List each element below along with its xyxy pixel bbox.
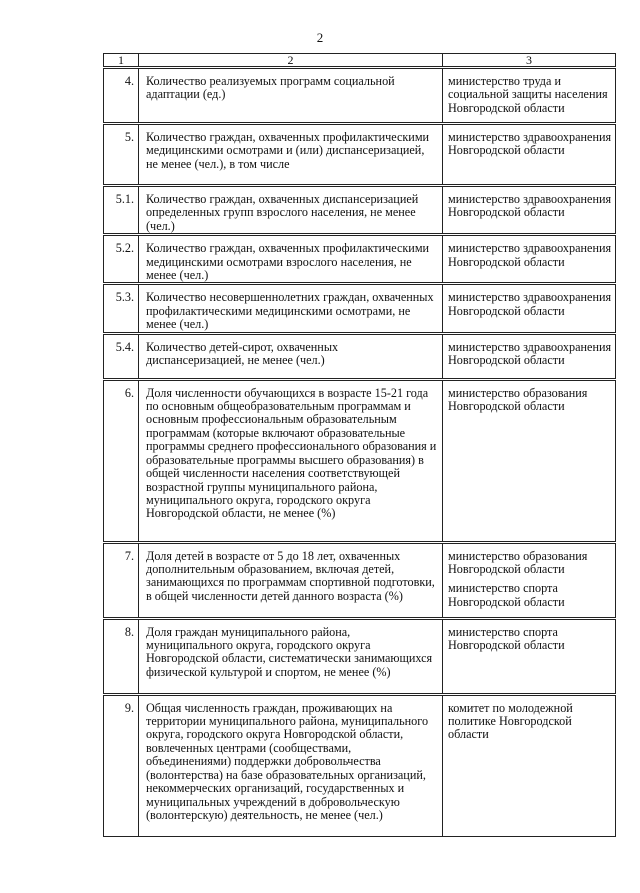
row-responsible	[443, 542, 616, 618]
responsible-body: комитет по молодежной политике Новгородской области	[448, 700, 573, 742]
row-responsible	[443, 186, 616, 235]
row-indicator: Доля граждан муниципального района, муниципального округа, городского округа Новгородской области, систематически занимающихся физической культурой и спортом, не менее (%)	[139, 618, 443, 694]
responsible-body: министерство образования Новгородской области	[448, 548, 588, 577]
row-indicator: Общая численность граждан, проживающих на территории муниципального района, муниципального округа, городского округа Новгородской области, вовлеченных центрами (сообществами, объединениями) поддержки добровольчества (волонтерства) на базе образовательных организаций, некоммерческих организаций, государственных и муниципальных учреждений в добровольческую (волонтерскую) деятельность, не менее (чел.)	[139, 694, 443, 836]
row-responsible	[443, 379, 616, 542]
row-responsible	[443, 124, 616, 186]
page-number: 2	[316, 30, 324, 45]
row-number: 5.1.	[104, 186, 139, 235]
row-indicator: Доля детей в возрасте от 5 до 18 лет, охваченных дополнительным образованием, включая детей, занимающихся по программам спортивной подготовки, в общей численности детей данного возраста (%)	[139, 542, 443, 618]
responsible-body: министерство труда и социальной защиты населения Новгородской области	[448, 74, 608, 115]
table-row	[104, 186, 616, 235]
table-row	[104, 333, 616, 379]
table-header-row	[104, 54, 616, 68]
table-row	[104, 694, 616, 836]
responsible-body: министерство здравоохранения Новгородской области	[448, 241, 612, 269]
row-indicator: Количество граждан, охваченных диспансеризацией определенных групп взрослого населения, не менее (чел.)	[139, 186, 443, 235]
row-indicator: Количество реализуемых программ социальной адаптации (ед.)	[139, 68, 443, 124]
responsible-body: министерство спорта Новгородской области	[448, 624, 565, 653]
row-number: 8.	[104, 618, 139, 694]
row-number: 5.	[104, 124, 139, 186]
row-number: 6.	[104, 379, 139, 542]
row-responsible	[443, 68, 616, 124]
row-indicator: Количество граждан, охваченных профилактическими медицинскими осмотрами взрослого населения, не менее (чел.)	[139, 235, 443, 284]
column-header-number: 1	[104, 54, 139, 68]
table-row	[104, 284, 616, 333]
responsible-body: министерство здравоохранения Новгородской области	[448, 192, 612, 220]
row-indicator: Количество граждан, охваченных профилактическими медицинскими осмотрами и (или) диспансеризацией, не менее (чел.), в том числе	[139, 124, 443, 186]
row-indicator: Количество несовершеннолетних граждан, охваченных профилактическими медицинскими осмотрами, не менее (чел.)	[139, 284, 443, 333]
row-responsible	[443, 618, 616, 694]
table-row	[104, 379, 616, 542]
row-responsible	[443, 235, 616, 284]
responsible-body: министерство здравоохранения Новгородской области	[448, 290, 612, 318]
responsible-body: министерство спорта Новгородской области	[448, 581, 565, 609]
row-number: 7.	[104, 542, 139, 618]
table-row	[104, 542, 616, 618]
table-row	[104, 235, 616, 284]
row-indicator: Доля численности обучающихся в возрасте 15-21 года по основным общеобразовательным программам и основным профессиональным образовательным программам (которые включают образовательные программы среднего профессионального образования и образовательные программы высшего образования) в общей численности населения соответствующей возрастной группы муниципального района, муниципального округа, городского округа Новгородской области, не менее (%)	[139, 379, 443, 542]
row-indicator: Количество детей-сирот, охваченных диспансеризацией, не менее (чел.)	[139, 333, 443, 379]
row-responsible	[443, 333, 616, 379]
responsible-body: министерство здравоохранения Новгородской области	[448, 130, 612, 158]
row-responsible	[443, 694, 616, 836]
table-row	[104, 618, 616, 694]
table-row	[104, 68, 616, 124]
table-row	[104, 124, 616, 186]
row-responsible	[443, 284, 616, 333]
column-header-indicator: 2	[139, 54, 443, 68]
row-number: 9.	[104, 694, 139, 836]
responsible-body: министерство здравоохранения Новгородской области	[448, 339, 612, 368]
indicators-table	[103, 53, 616, 837]
responsible-body: министерство образования Новгородской области	[448, 385, 588, 414]
row-number: 5.4.	[104, 333, 139, 379]
column-header-responsible: 3	[443, 54, 616, 68]
row-number: 4.	[104, 68, 139, 124]
row-number: 5.3.	[104, 284, 139, 333]
row-number: 5.2.	[104, 235, 139, 284]
